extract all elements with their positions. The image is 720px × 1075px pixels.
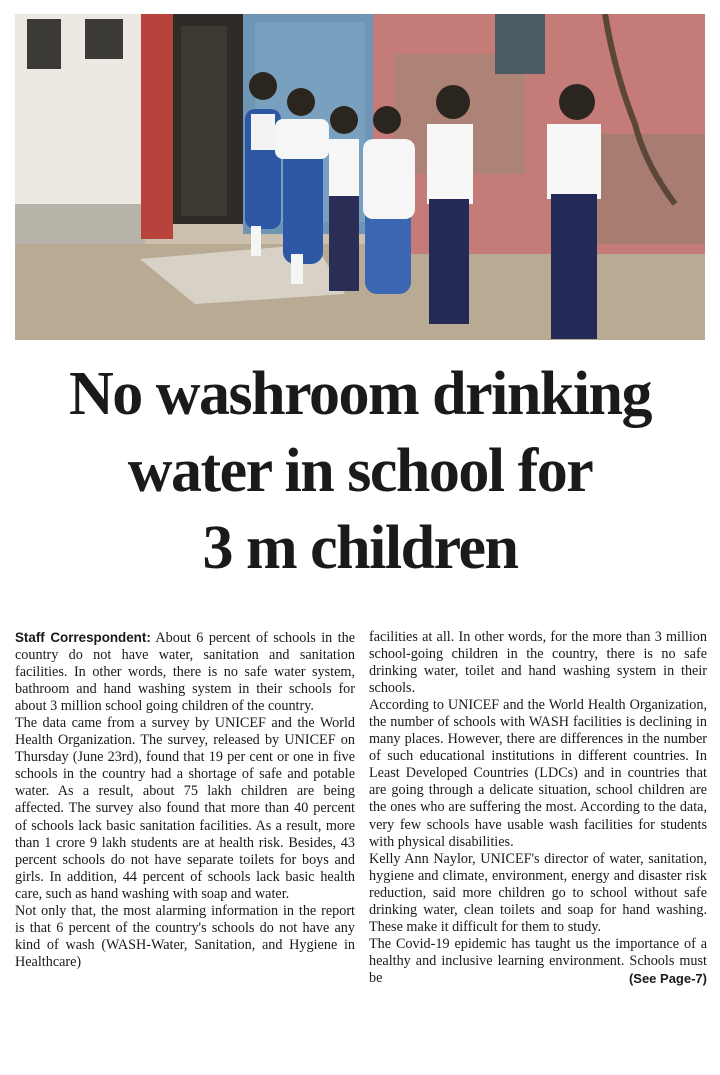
paragraph-text: The Covid-19 epidemic has taught us the importance of a healthy and inclusive learning environment. Schools must be [369,935,707,986]
article-paragraph: facilities at all. In other words, for the more than 3 million school-going children in the country, there is no safe drinking water, toilet and hand washing system in their schools. [369,629,707,697]
headline-line: No washroom drinking [68,360,652,428]
byline: Staff Correspondent: [15,630,151,645]
article-paragraph: Not only that, the most alarming information in the report is that 6 percent of the country's schools do not have any kind of wash (WASH-Water, Sanitation, and Hygiene in Healthcare) [15,902,355,970]
article-paragraph [15,629,355,715]
article-paragraph: The data came from a survey by UNICEF and the World Health Organization. The survey, released by UNICEF on Thursday (June 23rd), found that 19 per cent or one in five schools in the country had a shortage of safe and potable water. As a result, about 75 lakh children are being affected. The survey also found that more than 40 percent of schools lack basic sanitation facilities. As a result, more than 1 crore 9 lakh students are at health risk. Besides, 43 percent schools do not have separate toilets for boys and girls. In addition, 44 percent of schools lack basic health care, such as hand washing with soap and water. [15,715,355,902]
article-paragraph: According to UNICEF and the World Health Organization, the number of schools with WASH facilities is declining in many places. However, there are differences in the number of such educational institutions in different countries. In Least Developed Countries (LDCs) and in countries that are going through a delicate situation, school children are the ones who are suffering the most. According to the data, very few schools have usable wash facilities for students with physical disabilities. [369,697,707,850]
article-column-left [15,629,355,971]
article-paragraph: Kelly Ann Naylor, UNICEF's director of water, sanitation, hygiene and climate, environment, energy and disaster risk reduction, said more children go to school without safe drinking water, clean toilets and soap for hand washing. These make it difficult for them to study. [369,850,707,935]
continuation-note: (See Page-7) [628,970,707,986]
headline-line: 3 m children [202,514,518,582]
article-column-right [369,629,707,987]
article-paragraph [369,936,707,987]
article-photo [15,14,705,340]
headline [0,356,720,587]
headline-line: water in school for [127,437,593,505]
paragraph-text: About 6 percent of schools in the country do not have water, sanitation and sanitation facilities. In other words, there is no safe water system, bathroom and hand washing system in their schools for about 3 million school going children of the country. [15,630,355,715]
